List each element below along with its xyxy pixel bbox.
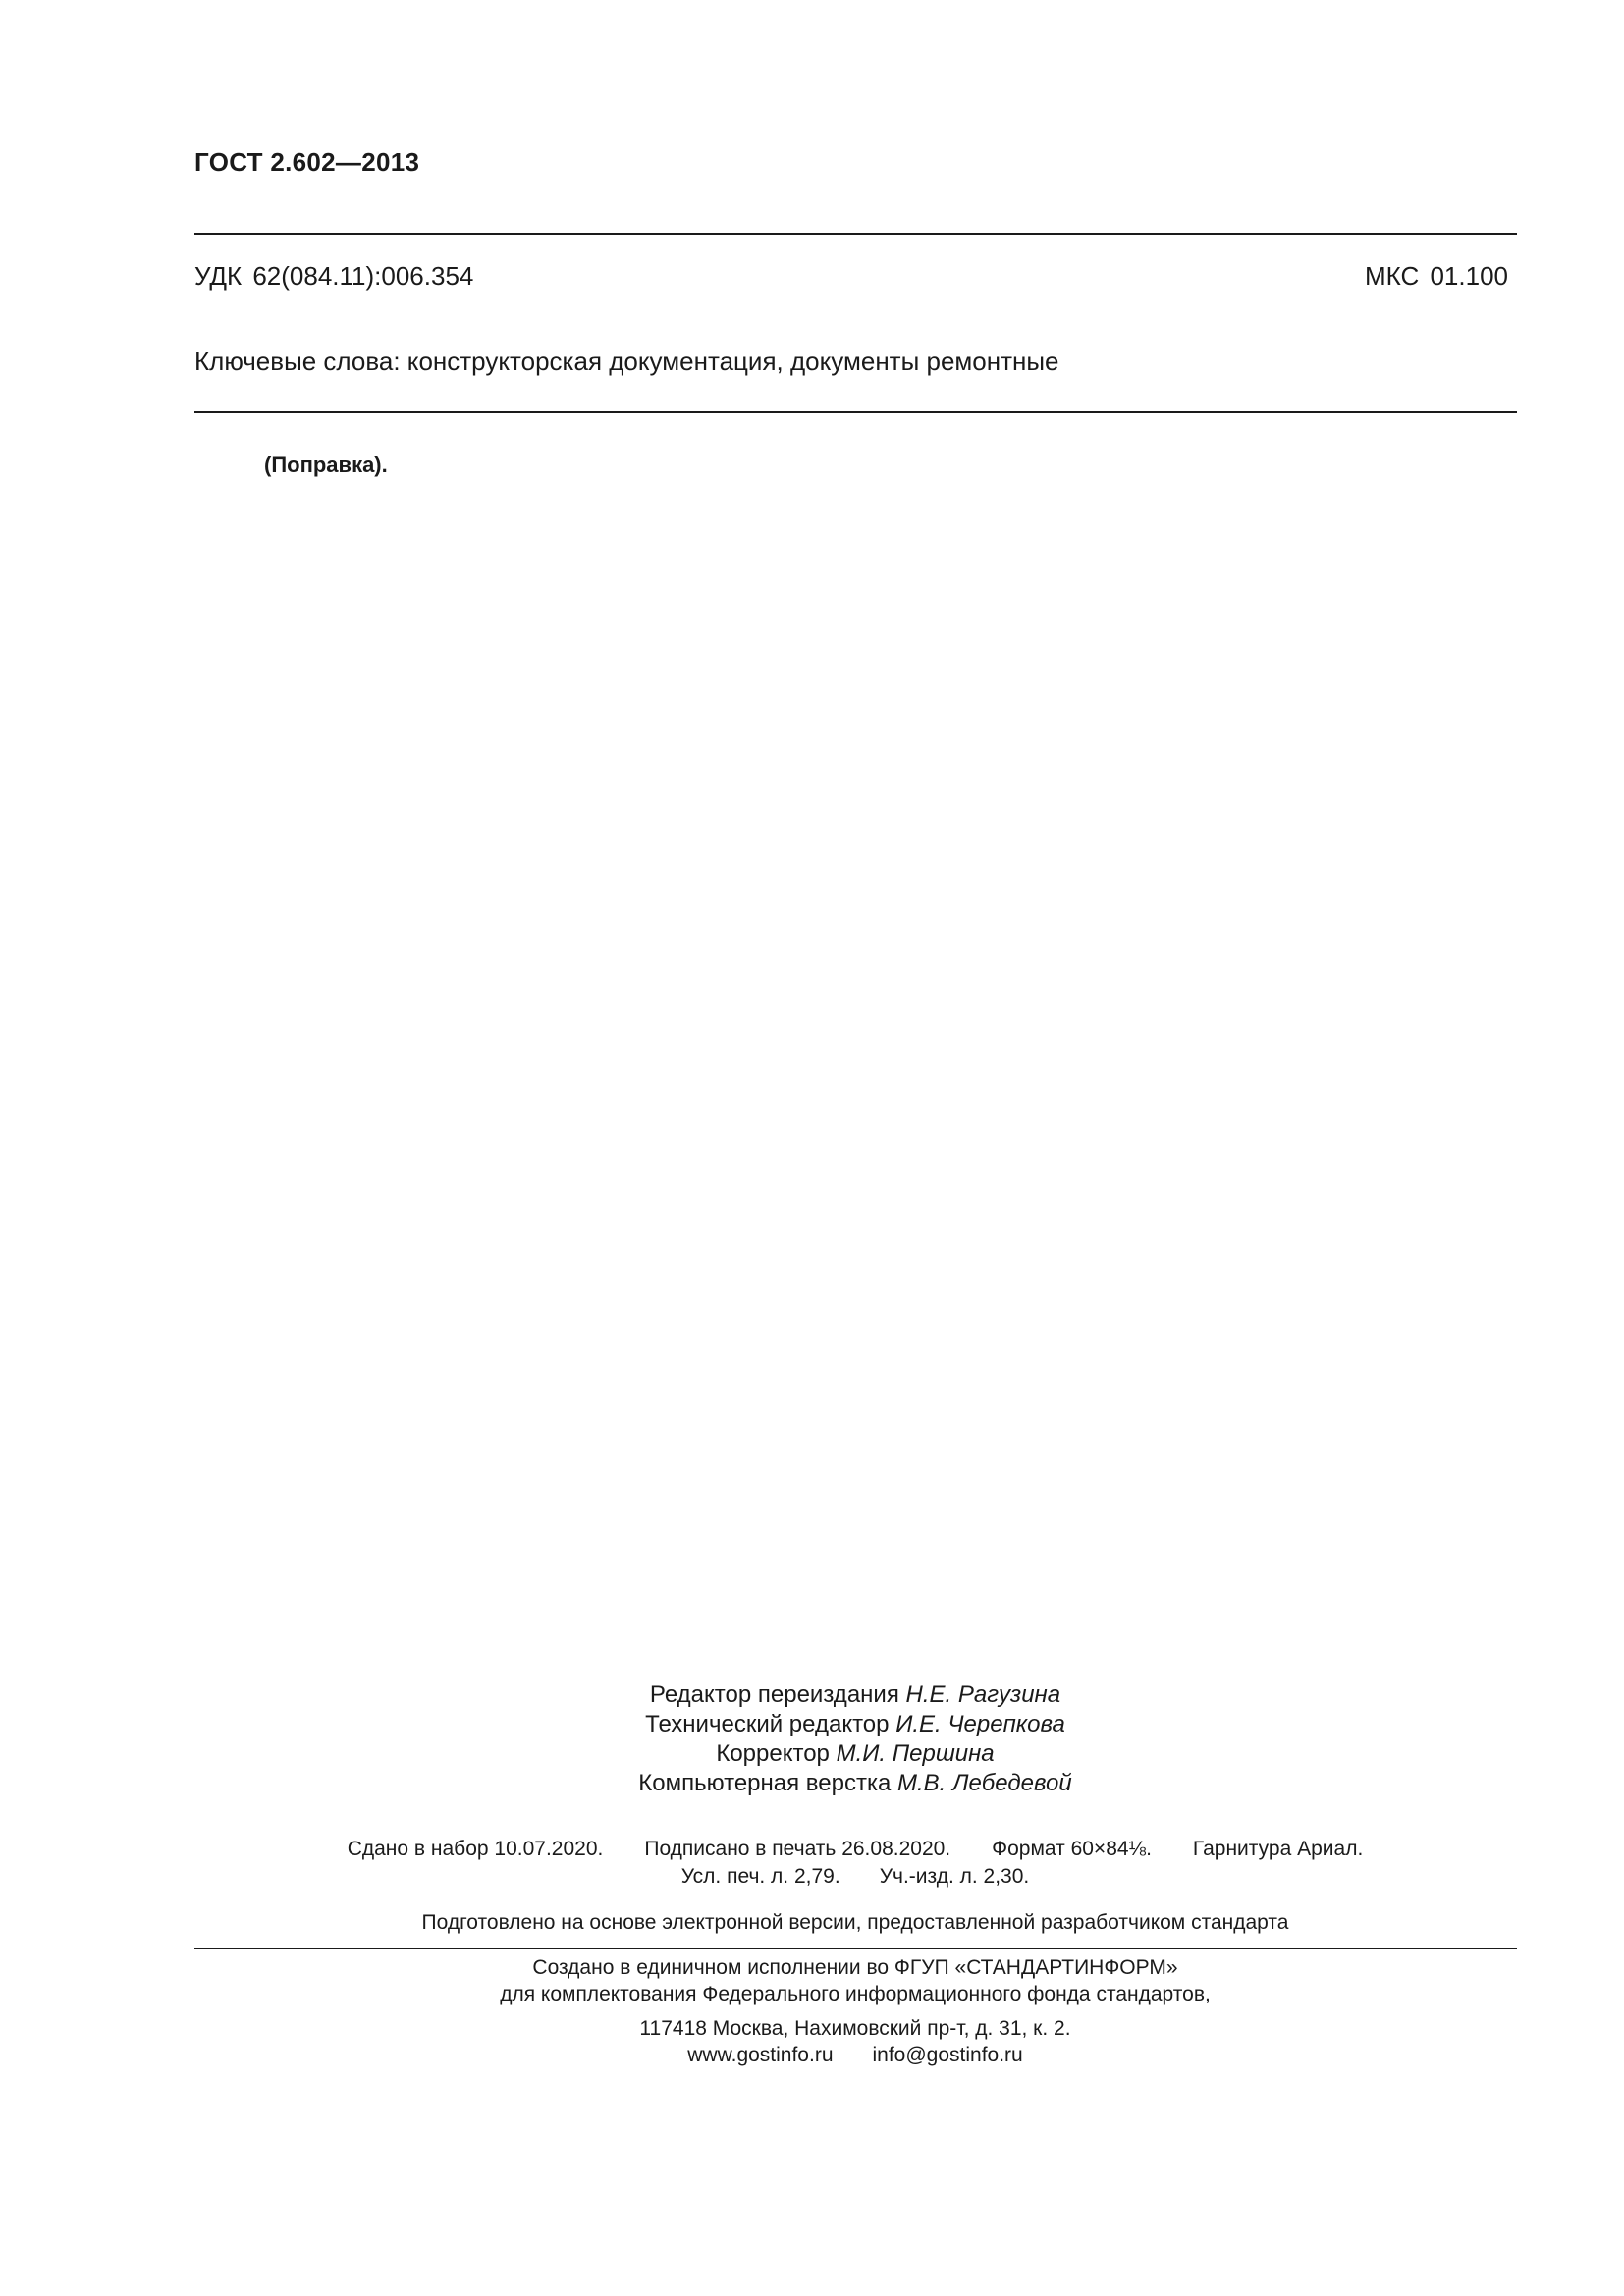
imprint-typeface: Гарнитура Ариал.	[1192, 1838, 1364, 1860]
imprint-publisher-sheets: Уч.-изд. л. 2,30.	[879, 1865, 1030, 1888]
footer-website: www.gostinfo.ru	[687, 2044, 834, 2066]
credit-name: Н.Е. Рагузина	[905, 1682, 1061, 1708]
credit-line	[0, 1710, 1624, 1739]
footer-divider	[194, 1948, 1517, 1949]
top-divider	[194, 233, 1517, 235]
credit-role: Редактор переиздания	[649, 1682, 899, 1708]
footer-contacts	[0, 2044, 1624, 2067]
footer-line-2: для комплектования Федерального информационного фонда стандартов,	[500, 1983, 1211, 2005]
imprint-signed: Подписано в печать 26.08.2020.	[644, 1838, 951, 1860]
footer-line-1: Создано в единичном исполнении во ФГУП «СТАНДАРТИНФОРМ»	[532, 1956, 1178, 1979]
imprint-submitted: Сдано в набор 10.07.2020.	[347, 1838, 604, 1860]
credit-line	[0, 1769, 1624, 1798]
footer-address: 117418 Москва, Нахимовский пр-т, д. 31, к. 2.	[639, 2017, 1071, 2040]
credit-name: И.Е. Черепкова	[895, 1711, 1065, 1737]
keywords-line: Ключевые слова: конструкторская документация, документы ремонтные	[194, 347, 1059, 376]
imprint-row-1	[0, 1838, 1624, 1861]
correction-note: (Поправка).	[264, 453, 388, 477]
credit-role: Технический редактор	[645, 1711, 890, 1737]
credit-role: Корректор	[716, 1740, 830, 1767]
udk-code: УДК 62(084.11):006.354	[194, 261, 474, 291]
keywords-divider	[194, 411, 1517, 413]
credit-line	[0, 1681, 1624, 1710]
credit-line	[0, 1739, 1624, 1769]
imprint-print-sheets: Усл. печ. л. 2,79.	[680, 1865, 840, 1888]
credit-name: М.В. Лебедевой	[897, 1770, 1072, 1796]
mks-code: МКС 01.100	[1364, 261, 1508, 291]
footer-email: info@gostinfo.ru	[872, 2044, 1023, 2066]
document-code: ГОСТ 2.602—2013	[194, 147, 420, 177]
prepared-note: Подготовлено на основе электронной версии, предоставленной разработчиком стандарта	[421, 1911, 1289, 1934]
credits-block	[0, 1681, 1624, 1798]
imprint-row-2	[0, 1865, 1624, 1889]
imprint-format: Формат 60×84⅛.	[992, 1838, 1152, 1860]
credit-name: М.И. Першина	[836, 1740, 995, 1767]
credit-role: Компьютерная верстка	[638, 1770, 892, 1796]
